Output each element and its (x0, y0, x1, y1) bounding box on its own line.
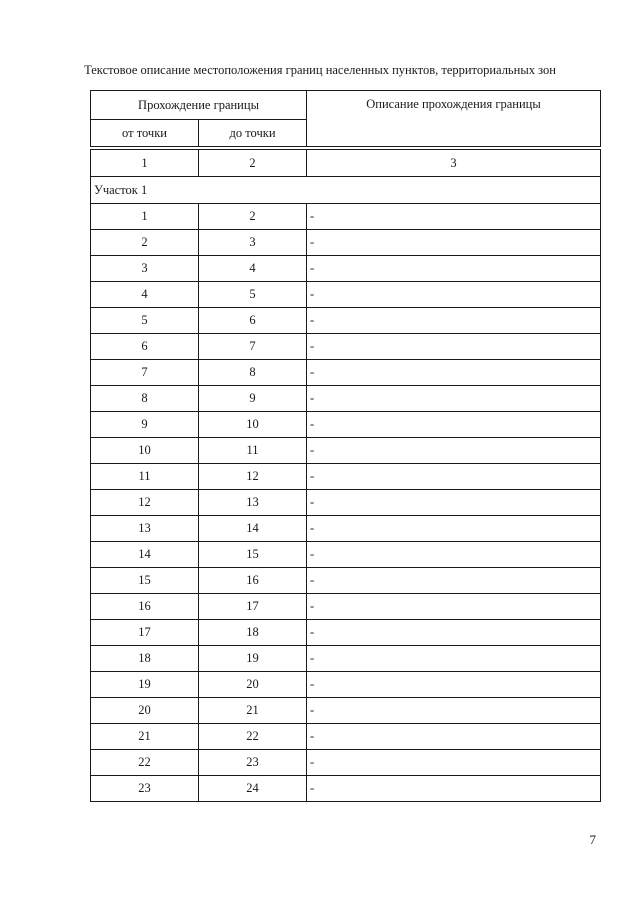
description-cell: - (307, 490, 601, 516)
from-point-cell: 11 (91, 464, 199, 490)
from-point-cell: 14 (91, 542, 199, 568)
from-point-cell: 16 (91, 594, 199, 620)
from-point-cell: 10 (91, 438, 199, 464)
to-point-cell: 12 (199, 464, 307, 490)
to-point-cell: 24 (199, 776, 307, 802)
from-point-cell: 17 (91, 620, 199, 646)
table-row (91, 776, 601, 802)
from-point-cell: 6 (91, 334, 199, 360)
description-cell: - (307, 438, 601, 464)
table-row (91, 490, 601, 516)
table-header (91, 91, 601, 147)
from-point-cell: 13 (91, 516, 199, 542)
to-point-cell: 2 (199, 204, 307, 230)
to-point-cell: 10 (199, 412, 307, 438)
description-cell: - (307, 334, 601, 360)
header-from-point: от точки (91, 120, 199, 147)
to-point-cell: 14 (199, 516, 307, 542)
from-point-cell: 4 (91, 282, 199, 308)
to-point-cell: 8 (199, 360, 307, 386)
table-row (91, 308, 601, 334)
description-cell: - (307, 282, 601, 308)
to-point-cell: 15 (199, 542, 307, 568)
table-row (91, 646, 601, 672)
header-to-point: до точки (199, 120, 307, 147)
table-row (91, 412, 601, 438)
to-point-cell: 18 (199, 620, 307, 646)
description-cell: - (307, 542, 601, 568)
description-cell: - (307, 412, 601, 438)
column-number-3: 3 (307, 150, 601, 177)
table-row (91, 360, 601, 386)
column-number-1: 1 (91, 150, 199, 177)
from-point-cell: 2 (91, 230, 199, 256)
section-row (91, 177, 601, 204)
table-row (91, 386, 601, 412)
header-boundary-passage: Прохождение границы (91, 91, 307, 120)
from-point-cell: 3 (91, 256, 199, 282)
header-boundary-description: Описание прохождения границы (307, 91, 601, 147)
table-row (91, 282, 601, 308)
table-row (91, 438, 601, 464)
table-row (91, 620, 601, 646)
page-title: Текстовое описание местоположения границ населенных пунктов, территориальных зон (84, 63, 556, 77)
table-row (91, 464, 601, 490)
to-point-cell: 5 (199, 282, 307, 308)
description-cell: - (307, 204, 601, 230)
description-cell: - (307, 698, 601, 724)
table-row (91, 230, 601, 256)
to-point-cell: 20 (199, 672, 307, 698)
to-point-cell: 16 (199, 568, 307, 594)
from-point-cell: 18 (91, 646, 199, 672)
description-cell: - (307, 776, 601, 802)
from-point-cell: 1 (91, 204, 199, 230)
from-point-cell: 7 (91, 360, 199, 386)
boundary-table-container (90, 90, 600, 802)
to-point-cell: 21 (199, 698, 307, 724)
from-point-cell: 15 (91, 568, 199, 594)
description-cell: - (307, 386, 601, 412)
to-point-cell: 4 (199, 256, 307, 282)
section-label: Участок 1 (91, 177, 601, 204)
from-point-cell: 5 (91, 308, 199, 334)
table-row (91, 594, 601, 620)
from-point-cell: 12 (91, 490, 199, 516)
from-point-cell: 8 (91, 386, 199, 412)
description-cell: - (307, 646, 601, 672)
from-point-cell: 9 (91, 412, 199, 438)
to-point-cell: 13 (199, 490, 307, 516)
table-row (91, 750, 601, 776)
table-row (91, 568, 601, 594)
description-cell: - (307, 464, 601, 490)
to-point-cell: 17 (199, 594, 307, 620)
table-body (91, 147, 601, 802)
from-point-cell: 22 (91, 750, 199, 776)
column-numbers-row (91, 150, 601, 177)
table-row (91, 698, 601, 724)
description-cell: - (307, 256, 601, 282)
to-point-cell: 22 (199, 724, 307, 750)
to-point-cell: 6 (199, 308, 307, 334)
description-cell: - (307, 672, 601, 698)
description-cell: - (307, 516, 601, 542)
table-row (91, 516, 601, 542)
description-cell: - (307, 620, 601, 646)
to-point-cell: 9 (199, 386, 307, 412)
to-point-cell: 19 (199, 646, 307, 672)
boundary-table (90, 90, 601, 802)
description-cell: - (307, 724, 601, 750)
column-number-2: 2 (199, 150, 307, 177)
description-cell: - (307, 308, 601, 334)
table-row (91, 542, 601, 568)
table-row (91, 334, 601, 360)
to-point-cell: 11 (199, 438, 307, 464)
page-number: 7 (589, 832, 596, 847)
table-row (91, 256, 601, 282)
description-cell: - (307, 360, 601, 386)
from-point-cell: 21 (91, 724, 199, 750)
from-point-cell: 19 (91, 672, 199, 698)
description-cell: - (307, 750, 601, 776)
to-point-cell: 3 (199, 230, 307, 256)
from-point-cell: 20 (91, 698, 199, 724)
to-point-cell: 7 (199, 334, 307, 360)
description-cell: - (307, 568, 601, 594)
table-row (91, 204, 601, 230)
to-point-cell: 23 (199, 750, 307, 776)
description-cell: - (307, 594, 601, 620)
table-row (91, 724, 601, 750)
table-row (91, 672, 601, 698)
description-cell: - (307, 230, 601, 256)
from-point-cell: 23 (91, 776, 199, 802)
